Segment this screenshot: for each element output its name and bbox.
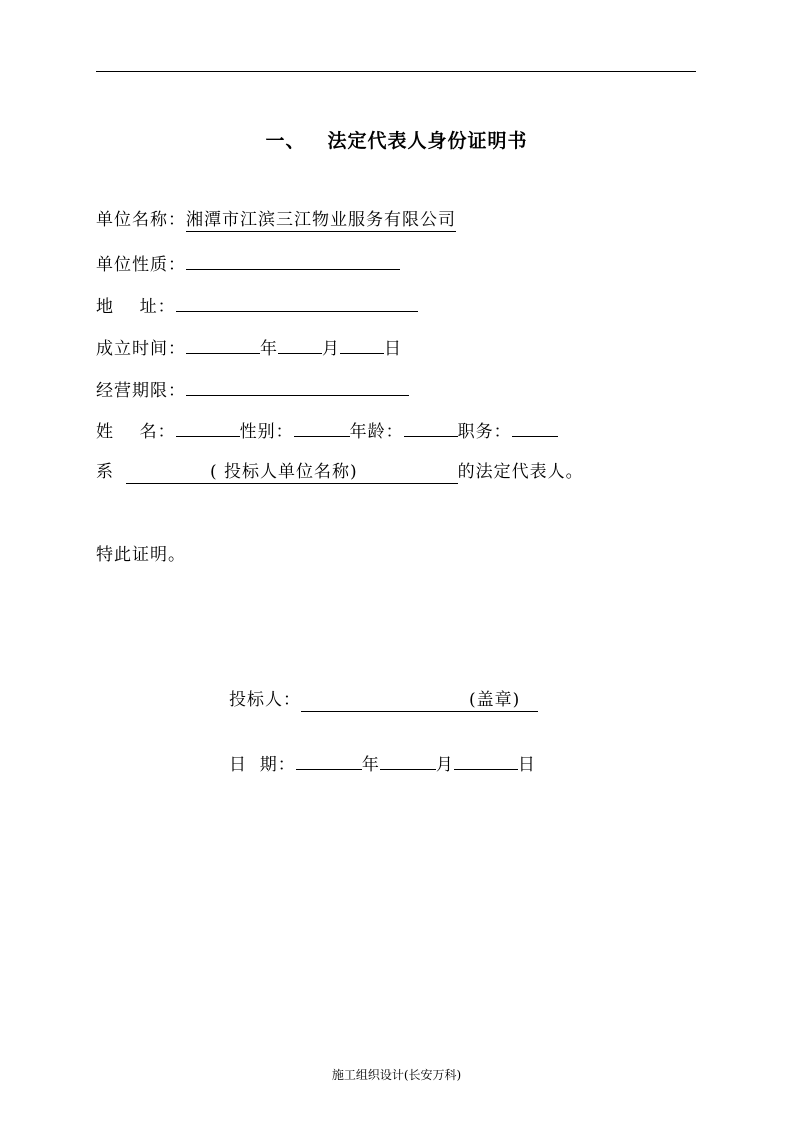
header-rule	[96, 71, 696, 72]
date-label: 日 期：	[229, 755, 296, 775]
bidder-seal-blank[interactable]	[301, 689, 538, 712]
established-label: 成立时间：	[96, 339, 186, 359]
bidder-name-placeholder: ( 投标人单位名称)	[210, 462, 358, 482]
legal-rep-row	[96, 460, 584, 484]
person-row	[96, 418, 558, 444]
section-title: 法定代表人身份证明书	[327, 130, 528, 152]
age-label: 年龄：	[349, 422, 404, 442]
age-blank[interactable]	[404, 418, 458, 437]
gender-label: 性别：	[239, 422, 294, 442]
address-blank[interactable]	[176, 293, 418, 312]
established-day-label: 日	[384, 339, 402, 359]
unit-nature-label: 单位性质：	[96, 255, 186, 275]
established-year-blank[interactable]	[186, 335, 260, 354]
bidder-signature-row	[229, 688, 538, 712]
term-row	[96, 377, 409, 403]
address-row	[96, 293, 418, 319]
certify-text: 特此证明。	[96, 545, 186, 565]
person-name-blank[interactable]	[176, 418, 240, 437]
date-month-blank[interactable]	[380, 751, 436, 770]
date-year-label: 年	[361, 755, 380, 775]
position-blank[interactable]	[512, 418, 558, 437]
date-row	[229, 751, 536, 777]
term-label: 经营期限：	[96, 381, 186, 401]
established-year-label: 年	[260, 339, 278, 359]
unit-nature-row	[96, 251, 400, 277]
date-day-label: 日	[517, 755, 536, 775]
date-day-blank[interactable]	[454, 751, 518, 770]
position-label: 职务：	[457, 422, 512, 442]
date-year-blank[interactable]	[296, 751, 362, 770]
person-name-label: 姓 名：	[96, 422, 176, 442]
unit-name-label: 单位名称：	[96, 210, 186, 230]
unit-name-row	[96, 208, 456, 232]
section-number: 一、	[265, 130, 306, 152]
unit-nature-blank[interactable]	[186, 251, 400, 270]
page-title	[0, 126, 793, 153]
term-blank[interactable]	[186, 377, 409, 396]
established-month-label: 月	[322, 339, 340, 359]
address-label: 地 址：	[96, 297, 176, 317]
gender-blank[interactable]	[294, 418, 350, 437]
page-footer: 施工组织设计(长安万科)	[331, 1068, 462, 1082]
date-month-label: 月	[435, 755, 454, 775]
bidder-label: 投标人：	[229, 690, 301, 710]
seal-text: (盖章)	[469, 690, 521, 710]
bidder-name-blank[interactable]	[126, 461, 458, 484]
established-month-blank[interactable]	[278, 335, 322, 354]
established-row	[96, 335, 402, 361]
unit-name-value: 湘潭市江滨三江物业服务有限公司	[186, 210, 456, 230]
legal-rep-suffix: 的法定代表人。	[457, 462, 584, 482]
certify-row	[96, 543, 186, 567]
established-day-blank[interactable]	[340, 335, 384, 354]
of-label: 系	[96, 462, 114, 482]
